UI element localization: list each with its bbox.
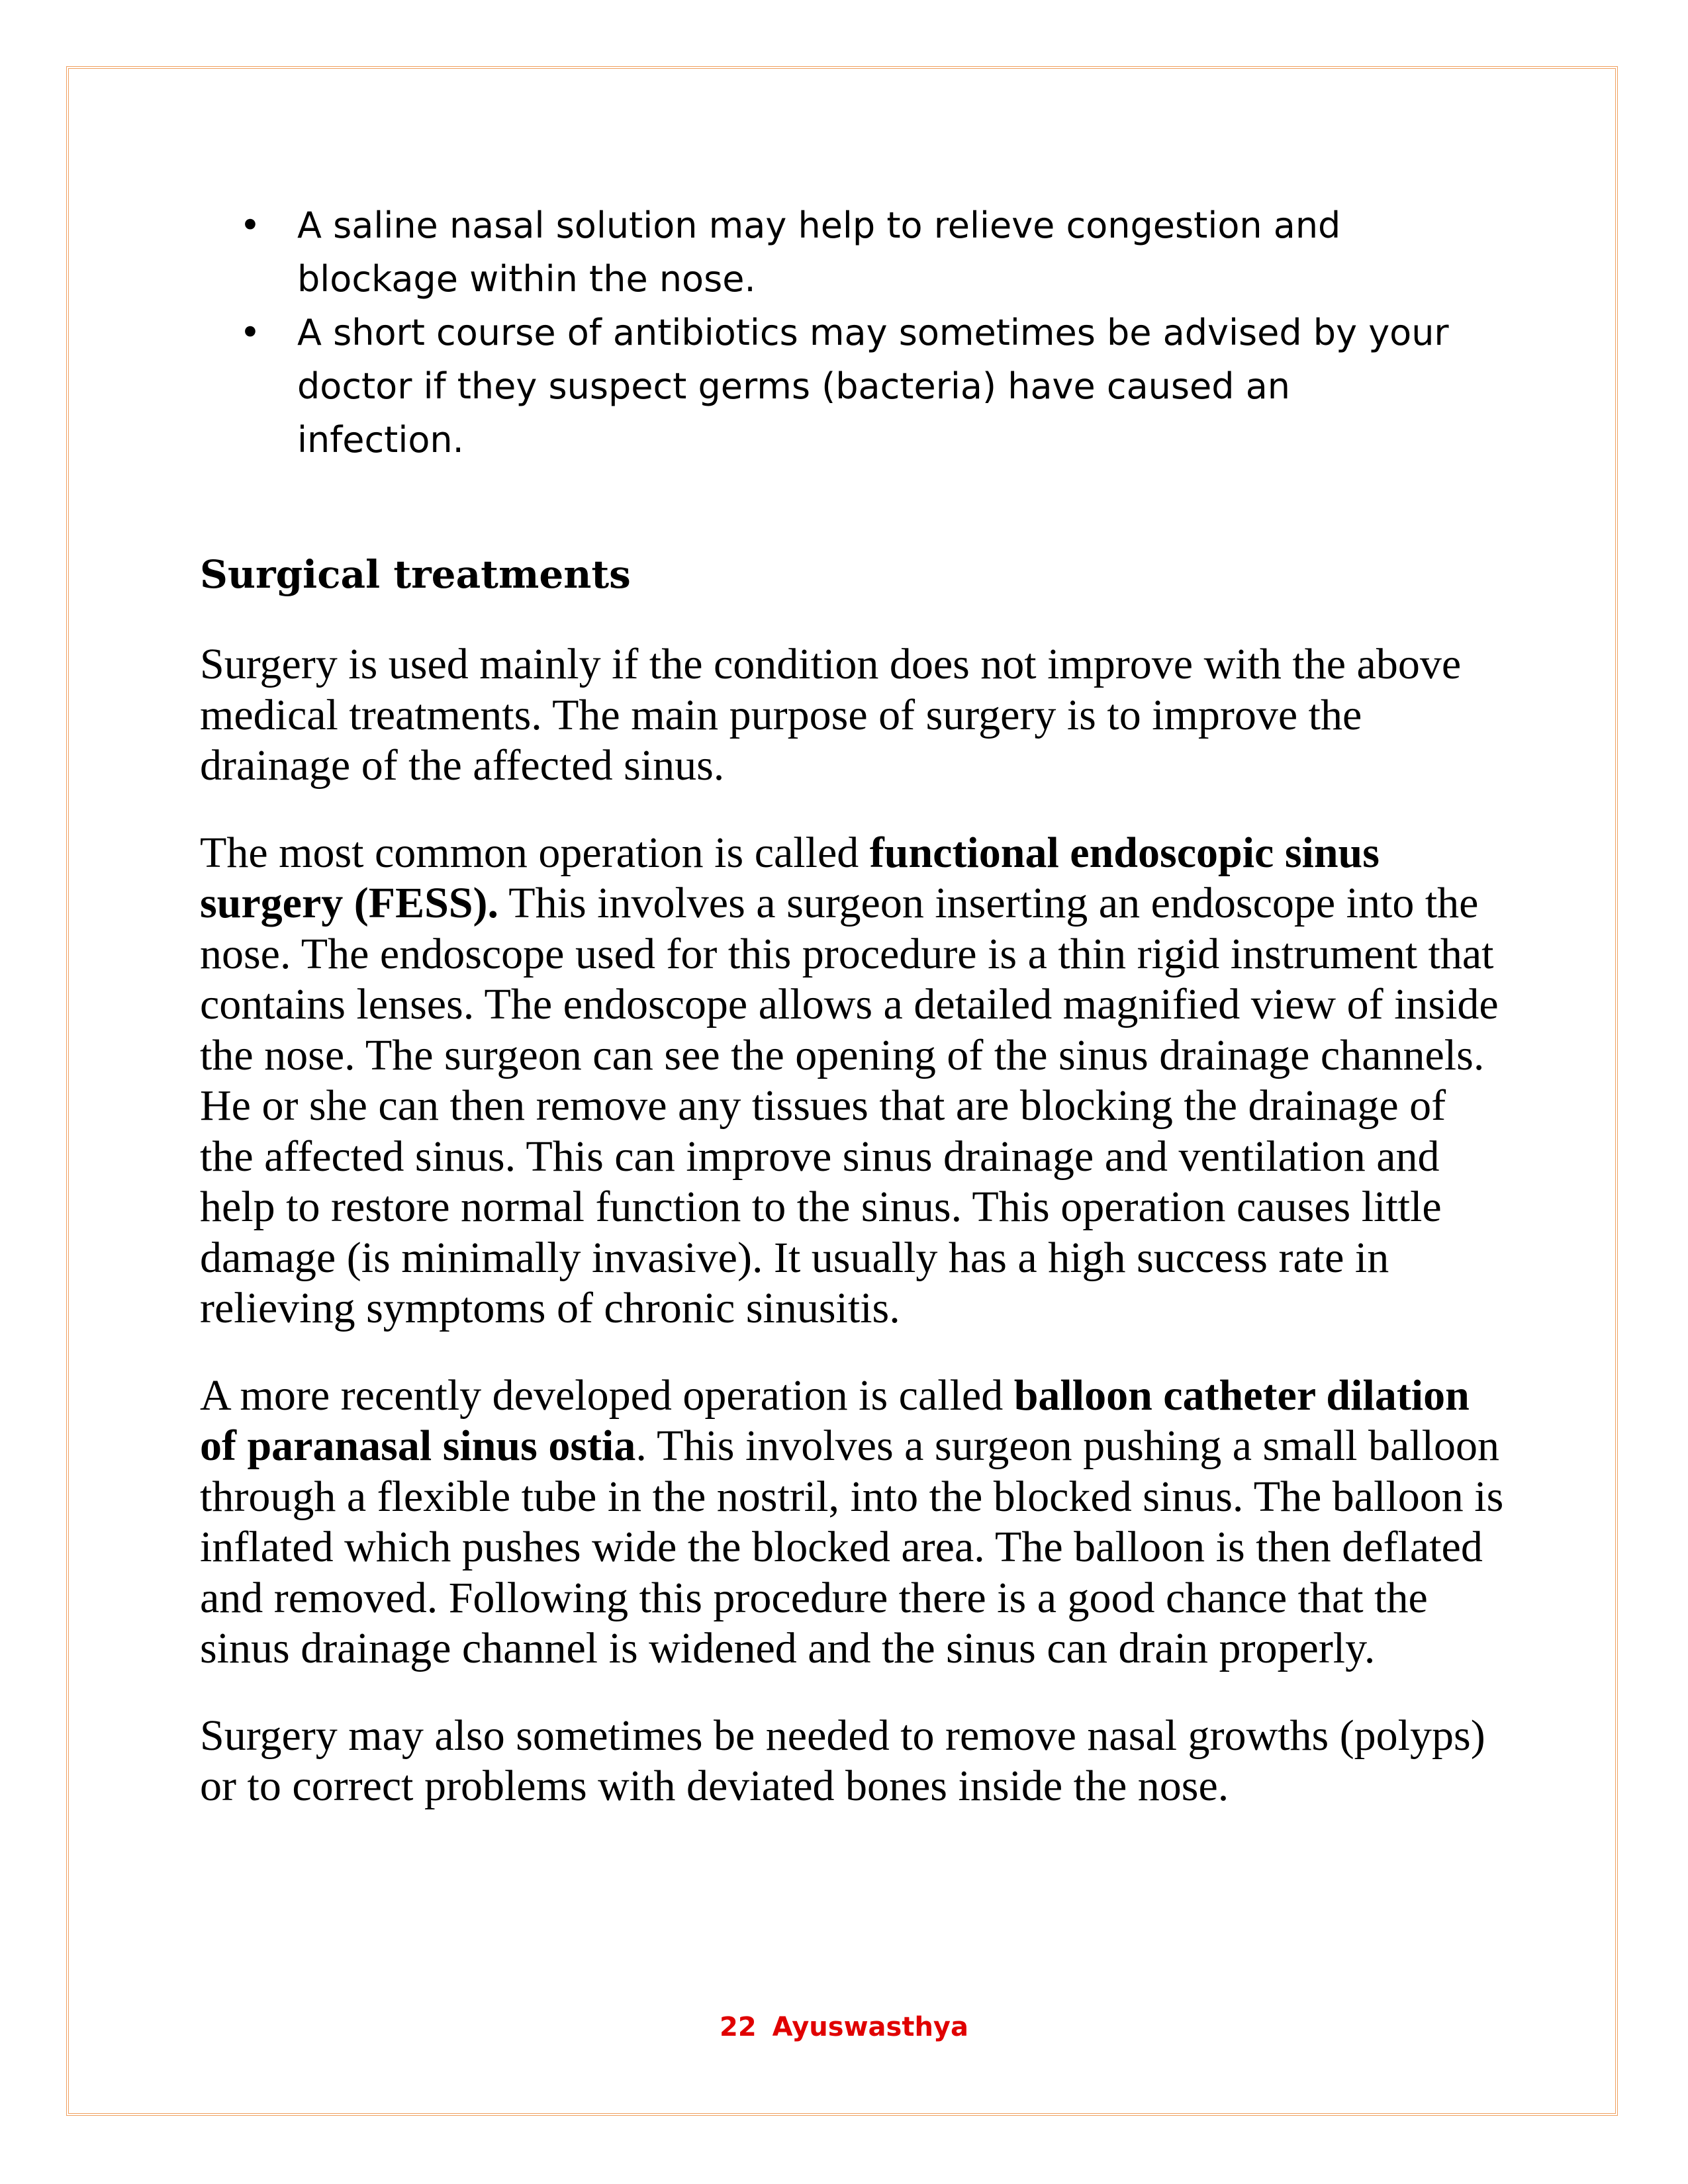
paragraph-text: This involves a surgeon inserting an endoscope into the nose. The endoscope used for this procedure is a thin rigid instrument that contains lenses. The endoscope allows a detailed magnified view of inside the nose. The surgeon can see the opening of the sinus drainage channels. He or she can then remove any tissues that are blocking the drainage of the affected sinus. This can improve sinus drainage and ventilation and help to restore normal function to the sinus. This operation causes little damage (is minimally invasive). It usually has a high success rate in relieving symptoms of chronic sinusitis. — [200, 879, 1499, 1332]
list-item — [200, 199, 1458, 306]
bullet-text: A saline nasal solution may help to relieve congestion and blockage within the nose. — [297, 205, 1341, 300]
paragraph-polyps: Surgery may also sometimes be needed to remove nasal growths (polyps) or to correct problems with deviated bones inside the nose. — [200, 1711, 1485, 1810]
paragraph-surgery-purpose: Surgery is used mainly if the condition does not improve with the above medical treatments. The main purpose of surgery is to improve the drainage of the affected sinus. — [200, 640, 1462, 790]
paragraph-text: The most common operation is called — [200, 828, 870, 877]
list-item — [200, 306, 1458, 467]
paragraph-text: A more recently developed operation is called — [200, 1371, 1014, 1420]
bullet-icon: • — [240, 312, 261, 353]
bold-term-fess: functional endoscopic sinus surgery (FESS). — [200, 828, 1380, 927]
paragraph-fess — [200, 828, 1504, 1334]
paragraph-balloon — [200, 1371, 1504, 1674]
section-heading: Surgical treatments — [200, 552, 631, 597]
paragraph-text: . This involves a surgeon pushing a small balloon through a flexible tube in the nostril, into the blocked sinus. The balloon is inflated which pushes wide the blocked area. The balloon is then deflated and removed. Following this procedure there is a good chance that the sinus drainage channel is widened and the sinus can drain properly. — [200, 1422, 1504, 1672]
footer-brand: Ayuswasthya — [772, 2012, 968, 2042]
bullet-icon: • — [240, 205, 261, 246]
page-number: 22 — [720, 2012, 757, 2042]
bullet-list — [200, 199, 1458, 467]
page-content — [200, 199, 1504, 1812]
page-footer — [0, 2012, 1688, 2042]
bullet-text: A short course of antibiotics may sometimes be advised by your doctor if they suspect germs (bacteria) have caused an infection. — [297, 312, 1449, 461]
bold-term-balloon: balloon catheter dilation of paranasal sinus ostia — [200, 1371, 1470, 1470]
